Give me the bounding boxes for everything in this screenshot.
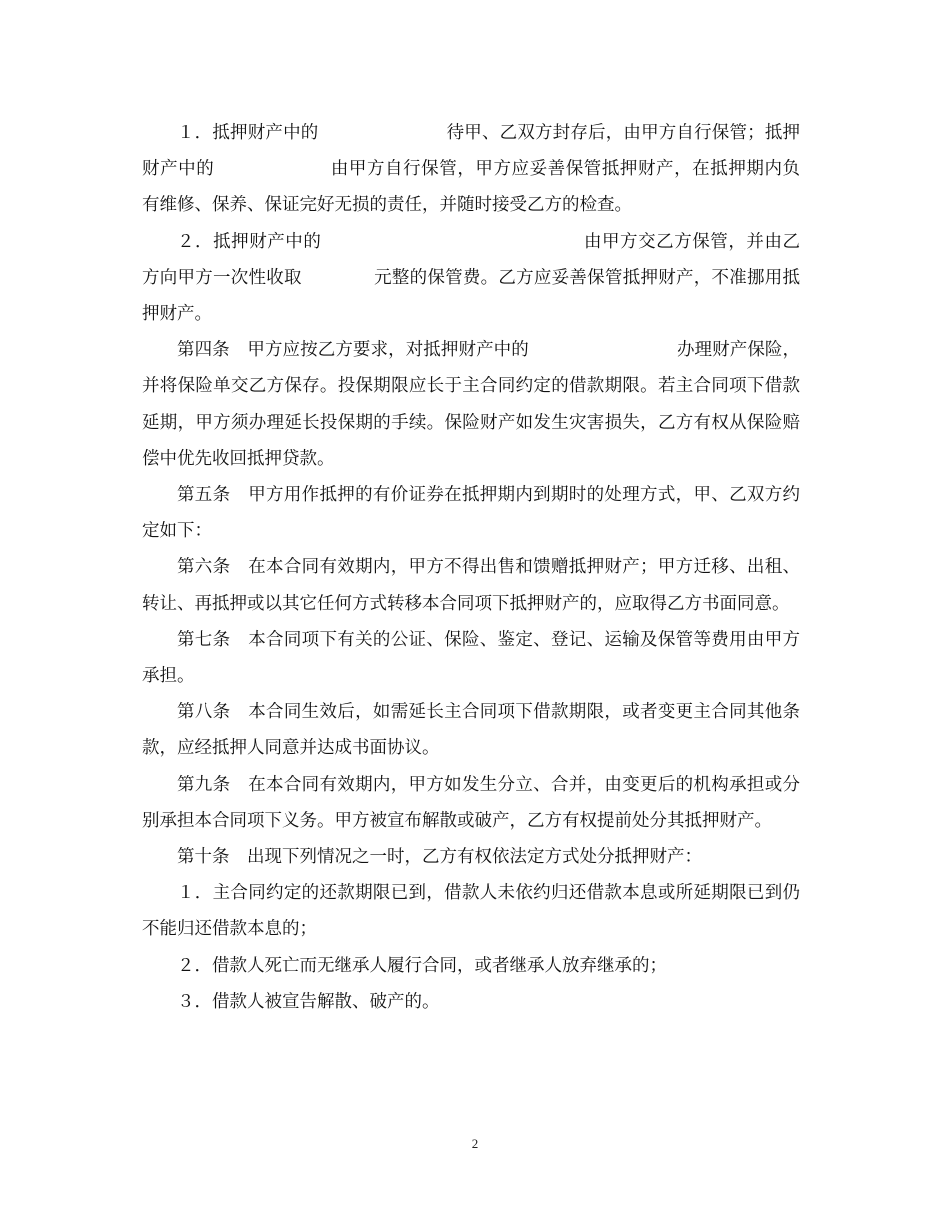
document-body xyxy=(142,115,800,1020)
article-8-paragraph: 第八条 本合同生效后，如需延长主合同项下借款期限，或者变更主合同其他条款，应经抵押人同意并达成书面协议。 xyxy=(142,702,800,759)
article-10-item-1: １．主合同约定的还款期限已到，借款人未依约归还借款本息或所延期限已到仍不能归还借款本息的； xyxy=(142,883,800,940)
article-9-paragraph: 第九条 在本合同有效期内，甲方如发生分立、合并，由变更后的机构承担或分别承担本合同项下义务。甲方被宣布解散或破产，乙方有权提前处分其抵押财产。 xyxy=(142,774,800,831)
page-number: 2 xyxy=(471,1136,479,1151)
paragraph-text: 待甲、乙双方封存后，由甲方自行保管；抵押财产中的 xyxy=(142,123,801,180)
clause-1-paragraph xyxy=(142,115,800,224)
article-10-item-3: ３．借款人被宣告解散、破产的。 xyxy=(177,991,440,1012)
paragraph-text: 由甲方交乙方保管，并由乙方向甲方一次性收取 xyxy=(142,231,801,288)
paragraph-text: 第四条 甲方应按乙方要求，对抵押财产中的 xyxy=(177,340,529,361)
paragraph-text: ２．抵押财产中的 xyxy=(177,231,322,252)
article-7-paragraph: 第七条 本合同项下有关的公证、保险、鉴定、登记、运输及保管等费用由甲方承担。 xyxy=(142,629,800,687)
paragraph-text: １．抵押财产中的 xyxy=(177,123,319,143)
article-6-paragraph: 第六条 在本合同有效期内，甲方不得出售和馈赠抵押财产；甲方迁移、出租、转让、再抵押或以其它任何方式转移本合同项下抵押财产的，应取得乙方书面同意。 xyxy=(142,557,800,614)
paragraph-text: 元整的保管费。乙方应妥善保管抵押财产，不准挪用抵押财产。 xyxy=(142,267,801,325)
paragraph-text: 由甲方自行保管，甲方应妥善保管抵押财产，在抵押期内负有维修、保养、保证完好无损的责任，并随时接受乙方的检查。 xyxy=(142,159,801,216)
article-5-paragraph: 第五条 甲方用作抵押的有价证券在抵押期内到期时的处理方式，甲、乙双方约定如下： xyxy=(142,485,800,542)
article-4-paragraph xyxy=(142,332,800,477)
article-10-paragraph: 第十条 出现下列情况之一时，乙方有权依法定方式处分抵押财产： xyxy=(177,847,702,868)
clause-2-paragraph xyxy=(142,224,800,333)
paragraph-text: 办理财产保险，并将保险单交乙方保存。投保期限应长于主合同约定的借款期限。若主合同项下借款延期，甲方须办理延长投保期的手续。保险财产如发生灾害损失，乙方有权从保险赔偿中优先收回抵押贷款。 xyxy=(142,340,801,469)
article-10-item-2: ２．借款人死亡而无继承人履行合同，或者继承人放弃继承的； xyxy=(177,955,667,976)
